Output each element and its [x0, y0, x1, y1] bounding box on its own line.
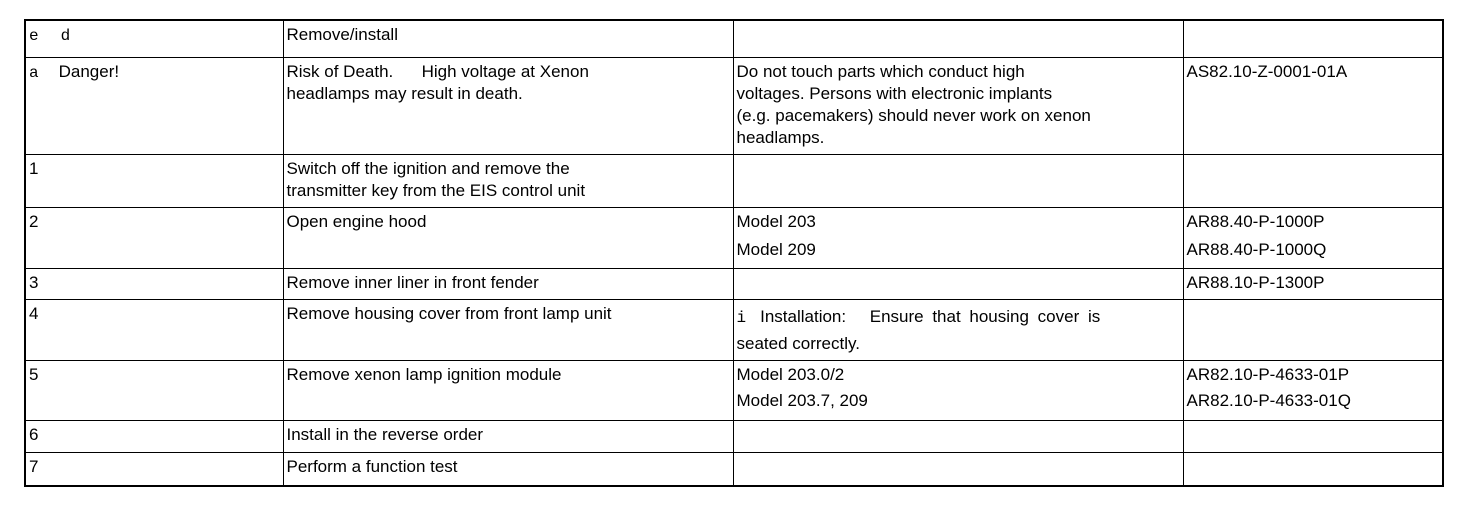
measure-line-3: (e.g. pacemakers) should never work on xenon	[736, 106, 1091, 125]
measure-line-2: voltages. Persons with electronic implants	[736, 84, 1053, 103]
step-detail-cell	[733, 155, 1183, 208]
step-number-cell	[25, 269, 283, 300]
note-label: Installation:	[760, 307, 847, 326]
step-text-line-2: transmitter key from the EIS control unit	[286, 181, 586, 200]
step-text-line-1: Switch off the ignition and remove the	[286, 159, 570, 178]
step-detail-cell	[733, 208, 1183, 269]
table-row	[25, 361, 1443, 421]
model-label: Model 209	[736, 240, 816, 259]
danger-measure-cell	[733, 58, 1183, 155]
step-text-cell	[283, 269, 733, 300]
note-text-line-2: seated correctly.	[736, 334, 860, 353]
remove-symbol-icon: e	[29, 27, 39, 45]
step-number: 5	[29, 365, 39, 384]
header-symbols-cell	[25, 20, 283, 58]
step-number-cell	[25, 421, 283, 453]
step-number: 1	[29, 159, 39, 178]
step-number: 3	[29, 273, 39, 292]
risk-title: Risk of Death.	[286, 62, 394, 81]
step-ref-cell	[1183, 361, 1443, 421]
step-text: Remove housing cover from front lamp unit	[286, 304, 612, 323]
table-row	[25, 300, 1443, 361]
model-label: Model 203	[736, 212, 816, 231]
step-number-cell	[25, 300, 283, 361]
step-number: 4	[29, 304, 39, 323]
header-empty-cell	[733, 20, 1183, 58]
danger-label-cell	[25, 58, 283, 155]
table-row	[25, 269, 1443, 300]
note-text-line-1: Ensure that housing cover is	[869, 307, 1101, 326]
step-number: 7	[29, 457, 39, 476]
step-ref-cell	[1183, 453, 1443, 487]
danger-ref-cell	[1183, 58, 1443, 155]
step-ref-cell	[1183, 421, 1443, 453]
procedure-table	[24, 19, 1444, 487]
step-text-cell	[283, 155, 733, 208]
step-text-cell	[283, 361, 733, 421]
danger-risk-cell	[283, 58, 733, 155]
step-text-cell	[283, 453, 733, 487]
risk-text-line-2: headlamps may result in death.	[286, 84, 523, 103]
measure-line-1: Do not touch parts which conduct high	[736, 62, 1025, 81]
page-title: Remove/install	[286, 25, 398, 44]
ref-link[interactable]: AR82.10-P-4633-01P	[1186, 365, 1350, 384]
step-text: Remove inner liner in front fender	[286, 273, 539, 292]
model-label: Model 203.0/2	[736, 365, 845, 384]
ref-link[interactable]: AR82.10-P-4633-01Q	[1186, 391, 1351, 410]
step-number-cell	[25, 155, 283, 208]
model-label: Model 203.7, 209	[736, 391, 868, 410]
table-row	[25, 453, 1443, 487]
step-ref-cell	[1183, 269, 1443, 300]
step-text: Perform a function test	[286, 457, 458, 476]
ref-link[interactable]: AR88.40-P-1000Q	[1186, 240, 1327, 259]
step-text: Remove xenon lamp ignition module	[286, 365, 562, 384]
table-row	[25, 155, 1443, 208]
danger-label: Danger!	[58, 62, 120, 81]
measure-line-4: headlamps.	[736, 128, 825, 147]
step-text: Install in the reverse order	[286, 425, 484, 444]
step-number-cell	[25, 208, 283, 269]
step-ref-cell	[1183, 208, 1443, 269]
step-text-cell	[283, 208, 733, 269]
step-number-cell	[25, 361, 283, 421]
step-detail-cell	[733, 453, 1183, 487]
table-row	[25, 421, 1443, 453]
step-detail-cell	[733, 361, 1183, 421]
danger-row	[25, 58, 1443, 155]
ref-link[interactable]: AR88.10-P-1300P	[1186, 273, 1325, 292]
risk-text-line-1: High voltage at Xenon	[421, 62, 589, 81]
step-text-cell	[283, 300, 733, 361]
header-row	[25, 20, 1443, 58]
install-symbol-icon: d	[60, 27, 71, 45]
step-number: 6	[29, 425, 39, 444]
step-ref-cell	[1183, 155, 1443, 208]
step-detail-cell	[733, 300, 1183, 361]
step-text: Open engine hood	[286, 212, 427, 231]
step-ref-cell	[1183, 300, 1443, 361]
step-text-cell	[283, 421, 733, 453]
table-row	[25, 208, 1443, 269]
header-title-cell	[283, 20, 733, 58]
info-icon: i	[736, 309, 747, 327]
step-number-cell	[25, 453, 283, 487]
header-empty-ref-cell	[1183, 20, 1443, 58]
step-detail-cell	[733, 269, 1183, 300]
step-number: 2	[29, 212, 39, 231]
step-detail-cell	[733, 421, 1183, 453]
danger-warning-icon: a	[29, 64, 39, 82]
danger-ref-link[interactable]: AS82.10-Z-0001-01A	[1186, 62, 1348, 81]
ref-link[interactable]: AR88.40-P-1000P	[1186, 212, 1325, 231]
